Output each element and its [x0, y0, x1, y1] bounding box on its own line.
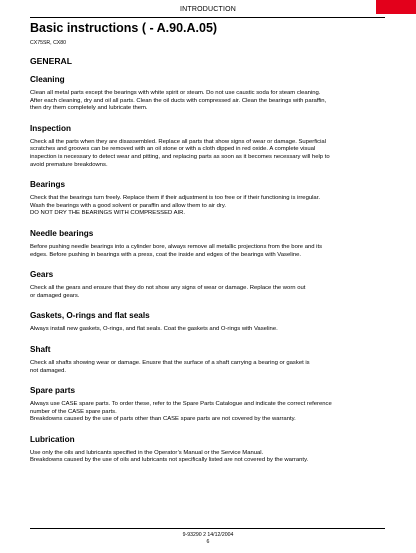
footer-rule — [30, 528, 385, 529]
body-text-line: number of the CASE spare parts. — [30, 408, 117, 415]
body-text-line: avoid premature breakdowns. — [30, 161, 108, 168]
section-heading: Gaskets, O-rings and flat seals — [30, 311, 150, 321]
sections — [30, 74, 390, 465]
body-text-line: Use only the oils and lubricants specified in the Operator’s Manual or the Service Manual. — [30, 449, 264, 456]
section-body — [30, 326, 390, 334]
section-body — [30, 244, 390, 259]
body-text-line: Breakdowns caused by the use of parts other than CASE spare parts are not covered by the warranty. — [30, 416, 296, 423]
body-text-line: Wash the bearings with a good solvent or paraffin and allow them to air dry. — [30, 202, 227, 209]
body-text-line: or damaged gears. — [30, 292, 80, 299]
body-text-line: Check all shafts showing wear or damage. Enusre that the surface of a shaft carrying a bearing or gasket is — [30, 359, 310, 366]
body-text-line: Before pushing needle bearings into a cylinder bore, always remove all metallic projections from the bore and its — [30, 243, 323, 250]
section-body — [30, 139, 390, 169]
section-body — [30, 401, 390, 424]
section — [30, 228, 390, 259]
section-body — [30, 450, 390, 465]
page-title: Basic instructions ( - A.90.A.05) — [30, 21, 218, 35]
footer-page-number: 6 — [206, 539, 210, 545]
body-text-line: DO NOT DRY THE BEARINGS WITH COMPRESSED AIR. — [30, 210, 186, 217]
body-text-line: Breakdowns caused by the use of oils and lubricants not specifically listed are not covered by the warranty. — [30, 457, 309, 464]
body-text-line: scratches and grooves can be removed with an oil stone or with a cloth dipped in red oxide. A complete visual — [30, 146, 316, 153]
body-text-line: Check all the parts when they are disassembled. Replace all parts that show signs of wear or damage. Superficial — [30, 138, 326, 145]
section-heading: Bearings — [30, 180, 66, 190]
section-heading: Inspection — [30, 123, 71, 133]
section-body — [30, 285, 390, 300]
section — [30, 269, 390, 300]
section — [30, 123, 390, 169]
body-text-line: then dry them completely and lubricate them. — [30, 105, 148, 112]
section-heading: Needle bearings — [30, 228, 94, 238]
section — [30, 179, 390, 218]
body-text-line: not damaged. — [30, 367, 67, 374]
section-heading: Gears — [30, 270, 54, 280]
general-heading: GENERAL — [30, 56, 73, 66]
section-heading: Cleaning — [30, 75, 65, 84]
model-list: CX75SR, CX80 — [30, 40, 67, 46]
section-heading: Lubrication — [30, 434, 75, 444]
section — [30, 385, 390, 424]
body-text-line: Check that the bearings turn freely. Replace them if their adjustment is too free or if their functioning is irregular. — [30, 195, 320, 202]
content — [30, 20, 390, 465]
header-rule — [30, 17, 385, 18]
section-body — [30, 195, 390, 218]
body-text-line: After each cleaning, dry and oil all parts. Clean the oil ducts with compressed air. Clean the bearings with paraffin, — [30, 97, 327, 104]
body-text-line: Always use CASE spare parts. To order these, refer to the Spare Parts Catalogue and indicate the correct reference — [30, 401, 332, 408]
section-heading: Spare parts — [30, 386, 76, 396]
body-text-line: inspection is necessary to detect wear and pitting, and replacing parts as soon as it becomes necessary will help to — [30, 153, 330, 160]
section-heading: Shaft — [30, 344, 51, 354]
header-section-label: INTRODUCTION — [179, 6, 237, 13]
footer — [0, 532, 416, 546]
footer-docref: 9-93290 2 14/12/2004 — [182, 532, 234, 538]
section-body — [30, 90, 390, 113]
body-text-line: edges. Before pushing in bearings with a press, coat the inside and edges of the bearings with Vaseline. — [30, 251, 302, 258]
section-body — [30, 360, 390, 375]
section — [30, 344, 390, 375]
body-text-line: Clean all metal parts except the bearings with white spirit or steam. Do not use caustic soda for steam cleaning. — [30, 90, 321, 96]
section — [30, 74, 390, 113]
section — [30, 310, 390, 334]
section — [30, 434, 390, 465]
body-text-line: Check all the gears and ensure that they do not show any signs of wear or damage. Replace the worn out — [30, 285, 306, 292]
body-text-line: Always install new gaskets, O-rings, and flat seals. Coat the gaskets and O-rings with Vaseline. — [30, 326, 278, 333]
